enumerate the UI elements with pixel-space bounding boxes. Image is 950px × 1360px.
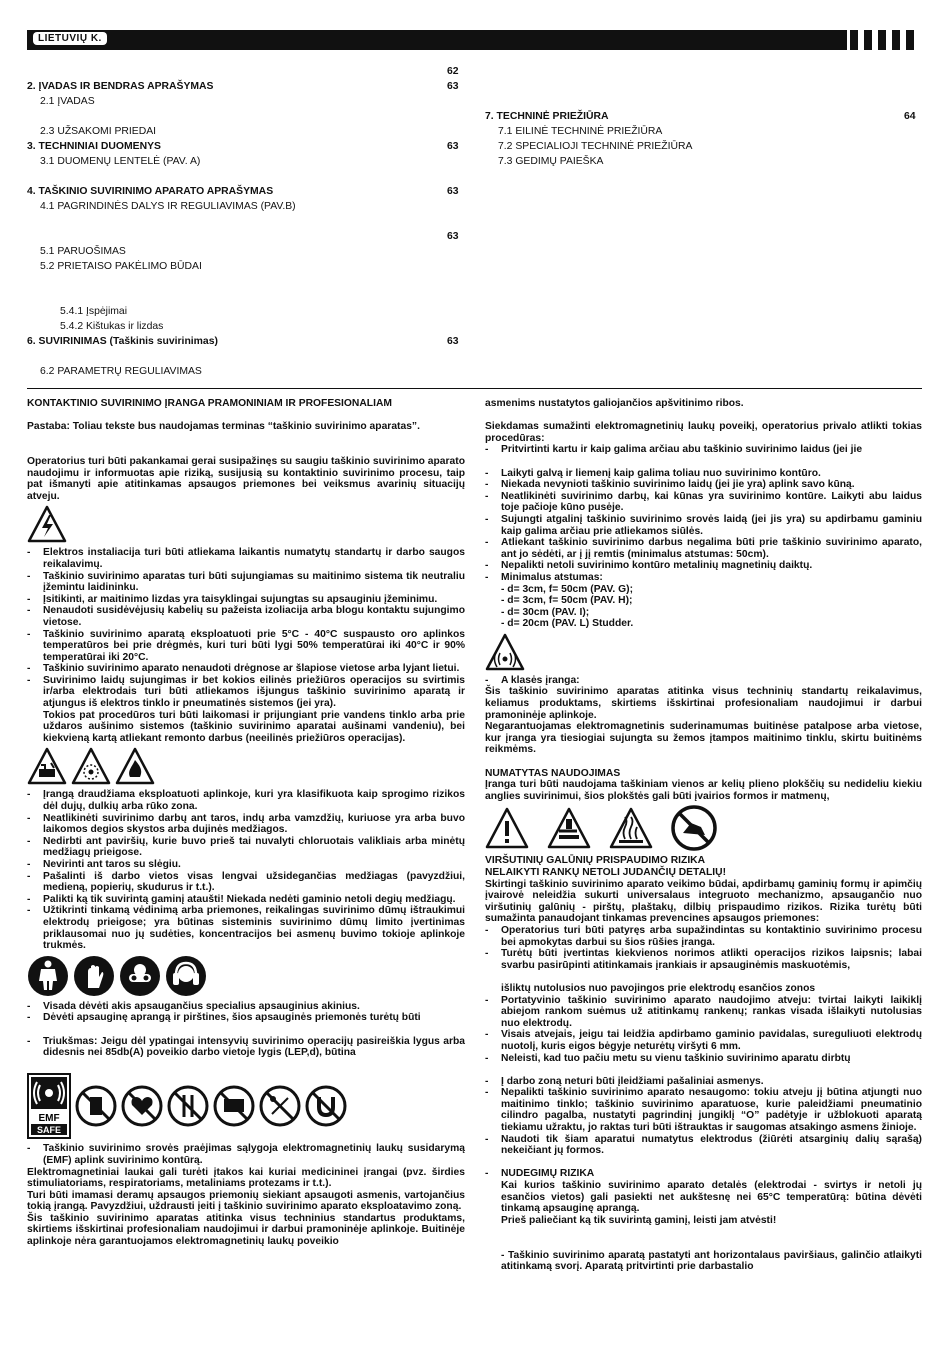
bullet-item: - Taškinio suvirinimo srovės praėjimas sąlygoja elektromagnetinių laukų susidarymą (EMF) aplink suvirinimo kontūrą. <box>27 1143 465 1166</box>
paragraph: - d= 3cm, f= 50cm (PAV. H); <box>501 595 633 607</box>
toc-row <box>27 154 462 169</box>
toc-page-number: 63 <box>447 81 459 92</box>
no-metal-implants-icon <box>75 1085 117 1127</box>
table-of-contents-left <box>27 64 462 379</box>
paragraph: - d= 3cm, f= 50cm (PAV. G); <box>501 583 633 595</box>
paragraph: Šis taškinio suvirinimo aparatas atitinka visus techninius standartus produktams, skirtiems išskirtinai profesionaliam naudojimui ir darbui pramoninėje aplinkoje. Buitinėje aplinkoje nėra garantuojamos elektromagnetinių laukų poveikio <box>27 1212 465 1248</box>
toc-entry: 5.4.2 Kištukas ir lizdas <box>60 321 164 332</box>
toc-entry: 7. TECHNINĖ PRIEŽIŪRA <box>485 111 609 122</box>
spacer <box>485 1157 922 1169</box>
spacer <box>485 1064 922 1076</box>
bullet-item: - Taškinio suvirinimo aparatas turi būti sujungiamas su maitinimo sistema tik neutraliu įžemintu laidininku. <box>27 571 465 594</box>
bullet-item: - Atliekant taškinio suvirinimo darbus negalima būti prie taškinio suvirinimo aparato, ant jo sėdėti, ar į jį remtis (minimalus atstumas: 50cm). <box>485 537 922 560</box>
bullet-item: - Laikyti galvą ir liemenį kaip galima toliau nuo suvirinimo kontūro. <box>485 468 922 480</box>
protective-clothing-icon <box>27 955 69 997</box>
toc-entry: 2.3 UŽSAKOMI PRIEDAI <box>40 126 157 137</box>
bullet-item: - Nenaudoti susidėvėjusių kabelių su pažeista izoliacija arba blogu kontaktu sujungimo vietose. <box>27 605 465 628</box>
toc-entry: 4. TAŠKINIO SUVIRINIMO APARATO APRAŠYMAS <box>27 186 274 197</box>
bullet-item: - A klasės įranga: <box>485 675 922 687</box>
bullet-item: - Operatorius turi būti patyręs arba supažindintas su kontaktinio suvirinimo procesu bei apmokytas darbui su šios rūšies įranga. <box>485 925 922 948</box>
paragraph: išliktų nutolusios nuo pavojingos prie elektrodų esančios zonos <box>501 982 816 994</box>
paragraph: Siekdamas sumažinti elektromagnetinių laukų poveikį, operatorius privalo atlikti tokias procedūras: <box>485 421 922 444</box>
svg-text:EMF: EMF <box>38 1113 60 1125</box>
spacer <box>27 433 465 445</box>
spacer <box>485 1226 922 1238</box>
bullet-item: - Pašalinti iš darbo vietos visas lengvai užsidegančias medžiagas (pavyzdžiui, medieną, popierių, skudurus ir t.t.). <box>27 871 465 894</box>
toc-page-number: 63 <box>447 141 459 152</box>
no-hand-insertion-icon <box>671 805 717 851</box>
toc-entry: 3. TECHNINIAI DUOMENYS <box>27 141 161 152</box>
toc-entry: 6. SUVIRINIMAS (Taškinis suvirinimas) <box>27 336 218 347</box>
toc-entry: 3.1 DUOMENŲ LENTELĖ (PAV. A) <box>40 156 201 167</box>
spacer <box>27 1024 465 1036</box>
no-magnetic-objects-icon <box>305 1085 347 1127</box>
toc-row <box>27 364 462 379</box>
toc-row <box>27 109 462 124</box>
bullet-item: - Nevirinti ant taros su slėgiu. <box>27 859 465 871</box>
bullet-item: - Nedirbti ant paviršių, kurie buvo prieš tai nuvalyti chloruotais valikliais arba minėtų medžiagų prieigose. <box>27 836 465 859</box>
spacer <box>27 444 465 456</box>
emf-safe-logo-icon <box>27 1073 71 1139</box>
toc-entry: 5.1 PARUOŠIMAS <box>40 246 126 257</box>
spacer <box>485 756 922 768</box>
language-label: LIETUVIŲ K. <box>33 32 107 45</box>
paragraph: Pastaba: Toliau tekste bus naudojamas terminas “taškinio suvirinimo aparatas”. <box>27 421 420 433</box>
paragraph: Elektromagnetiniai laukai gali turėti įtakos kai kuriai medicininei įrangai (pvz. širdies stimuliatoriams, respiratoriams, metaliniams protezams ir t.t.). <box>27 1166 465 1190</box>
toc-entry: 2. ĮVADAS IR BENDRAS APRAŠYMAS <box>27 81 214 92</box>
bullet-item: - Niekada nevynioti taškinio suvirinimo laidų (jei jie yra) aplink savo kūną. <box>485 479 922 491</box>
toc-row <box>27 289 462 304</box>
bullet-item: - Į darbo zoną neturi būti įleidžiami pašaliniai asmenys. <box>485 1076 922 1088</box>
toc-entry: 7.3 GEDIMŲ PAIEŠKA <box>498 156 604 167</box>
spacer <box>485 410 922 422</box>
toc-row <box>27 274 462 289</box>
spacer <box>27 410 465 422</box>
safety-symbols-row <box>485 633 922 671</box>
toc-page-number: 64 <box>904 111 916 122</box>
safety-symbols-row <box>27 505 465 543</box>
toc-page-number: 63 <box>447 186 459 197</box>
bullet-item: - NUDEGIMŲ RIZIKA <box>485 1168 922 1180</box>
toc-page-number: 63 <box>447 336 459 347</box>
paragraph: Skirtingi taškinio suvirinimo aparato veikimo būdai, apdirbamų gaminių formų ir apimčių įvairovė neleidžia sukurti universalaus integruoto mechanizmo, apsaugančio nuo viršutinių galūnių - pirštų, plaštakų, dilbių prispaudimo rizikos. Rizika turėtų būti sumažinta panaudojant tinkamas prevencines apsaugos priemones: <box>485 878 922 925</box>
spacer <box>485 456 922 468</box>
bullet-item: - Įrangą draudžiama eksploatuoti aplinkoje, kuri yra klasifikuota kaip sprogimo rizikos dėl dujų, dulkių arba rūko zona. <box>27 789 465 812</box>
bullet-item: - Užtikrinti tinkamą vėdinimą arba priemones, reikalingas suvirinimo dūmų ištraukimui elektrodų prieigose; yra būtinas sisteminis suvirinimo dūmų limito įvertinimas priklausomai nuo jų sudėties, koncentracijos bei asmenų buvimo tokioje aplinkoje trukmės. <box>27 905 465 951</box>
toc-row <box>27 334 462 349</box>
spacer <box>485 1238 922 1250</box>
bullet-item: - Portatyvinio taškinio suvirinimo aparato naudojimo atveju: tvirtai laikyti laikiklį abiejom rankom suėmus už atitinkamų rankenų; rankas visada išlaikyti nutolusias nuo elektrodų. <box>485 995 922 1030</box>
bullet-item: - Pritvirtinti kartu ir kaip galima arčiau abu taškinio suvirinimo laidus (jei jie <box>485 444 922 456</box>
paragraph: Negarantuojamas elektromagnetinis suderinamumas buitinėse patalpose arba vietose, kur įranga yra tiesiogiai sujungta su žemos įtampos maitinimo tinklu, skirtu buitinėms reikmėms. <box>485 721 922 756</box>
general-warning-icon <box>485 807 529 849</box>
paragraph: Tokios pat procedūros turi būti laikomasi ir prijungiant prie vandens tinklo arba prie uždaros aušinimo sistemos (taškinio suvirinimo aparatai aušinami vandeniu), bei kiekvieną kartą atliekant remonto darbus (neeilinės priežiūros operacijas). <box>43 709 465 744</box>
no-watches-cards-icon <box>213 1085 255 1127</box>
safety-symbols-row <box>485 805 922 851</box>
paragraph: - Taškinio suvirinimo aparatą pastatyti ant horizontalaus paviršiaus, galinčio atlaikyti atitinkamą svorį. Aparatą pritvirtinti prie darbastalio <box>501 1249 922 1273</box>
left-column <box>27 398 465 1248</box>
toc-entry: 7.2 SPECIALIOJI TECHNINĖ PRIEŽIŪRA <box>498 141 693 152</box>
toc-row <box>27 304 462 319</box>
paragraph: Įranga turi būti naudojama taškiniam vienos ar kelių plieno plokščių su nedideliu kiekiu anglies suvirinimui, šios plokštės gali būti įvairios formos ir matmenų, <box>485 779 922 802</box>
bullet-item: - Neatlikinėti suvirinimo darbų, kai kūnas yra suvirinimo kontūre. Laikyti abu laidus toje pačioje kūno pusėje. <box>485 491 922 514</box>
bullet-item: - Sujungti atgalinį taškinio suvirinimo srovės laidą (jei jis yra) su apdirbamu gaminiu kaip galima arčiau prie atliekamos siūlės. <box>485 514 922 537</box>
toc-entry: 7.1 EILINĖ TECHNINĖ PRIEŽIŪRA <box>498 126 663 137</box>
bullet-item: - Taškinio suvirinimo aparatą eksploatuoti prie 5°C - 40°C suspausto oro aplinkos temperatūros bei prie drėgmės, kuri turi būti lygi 50% temperatūrai iki 40°C ir 90% temperatūrai iki 20°C. <box>27 629 465 664</box>
safety-goggles-icon <box>119 955 161 997</box>
toc-row <box>485 109 917 124</box>
protective-gloves-icon <box>73 955 115 997</box>
bullet-item: - Nepalikti taškinio suvirinimo aparato nesaugomo: tokiu atveju jį būtina atjungti nuo maitinimo tinklo; taškinio suvirinimo aparatuose, kurie paleidžiami pneumatinio cilindro pagalba, nustatyti pagrindinį jungiklį “O” padėtyje ir užblokuoti aparatą tiekiamu užraktu, jo raktas turi būti ištrauktas ir saugomas atsakingo asmens žinioje. <box>485 1087 922 1133</box>
hot-surface-warning-icon <box>609 807 653 849</box>
section-divider <box>27 388 922 389</box>
bullet-item: - Nepalikti netoli suvirinimo kontūro metalinių magnetinių daiktų. <box>485 560 922 572</box>
no-metal-tools-icon <box>259 1085 301 1127</box>
toc-row <box>27 214 462 229</box>
bullet-item: - Neatlikinėti suvirinimo darbų ant taros, indų arba vamzdžių, kuriuose yra arba buvo laikomos degios skystos arba dujinės medžiagos. <box>27 813 465 836</box>
toc-row <box>27 124 462 139</box>
toc-row <box>27 229 462 244</box>
toc-row <box>485 124 917 139</box>
paragraph: Turi būti imamasi deramų apsaugos priemonių siekiant apsaugoti asmenis, vartojančius tokią įrangą. Pavyzdžiui, uždrausti įeiti į taškinio suvirinimo aparato eksploatavimo zoną. <box>27 1189 465 1213</box>
svg-text:SAFE: SAFE <box>36 1125 62 1136</box>
paragraph: NELAIKYTI RANKŲ NETOLI JUDANČIŲ DETALIŲ! <box>485 867 727 878</box>
toc-row <box>27 199 462 214</box>
bullet-item: - Minimalus atstumas: <box>485 572 922 584</box>
toc-row <box>27 319 462 334</box>
bullet-item: - Elektros instaliacija turi būti atliekama laikantis numatytų standartų ir darbo saugos reikalavimų. <box>27 547 465 570</box>
spacer <box>27 1059 465 1071</box>
toc-entry: 2.1 ĮVADAS <box>40 96 95 107</box>
toc-row <box>27 94 462 109</box>
toc-row <box>485 154 917 169</box>
paragraph: asmenims nustatytos galiojančios apšvitinimo ribos. <box>485 398 744 409</box>
bullet-item: - Visada dėvėti akis apsaugančius specialius apsauginius akinius. <box>27 1001 465 1013</box>
ear-protection-icon <box>165 955 207 997</box>
toc-row <box>27 349 462 364</box>
bullet-item: - Suvirinimo laidų sujungimas ir bet kokios eilinės priežiūros operacijos su svirtimis ir/arba elektrodais turi būti atliekamos išjungus taškinio suvirinimo aparatą ir atjungus iš elektros tinklo ir pneumatinės sistemos (jei yra). <box>27 675 465 710</box>
table-of-contents-right <box>485 109 917 169</box>
paragraph: VIRŠUTINIŲ GALŪNIŲ PRISPAUDIMO RIZIKA <box>485 855 706 867</box>
toc-row <box>485 139 917 154</box>
safety-symbols-row <box>27 747 465 785</box>
safety-symbols-row <box>27 1073 465 1139</box>
toc-entry: 5.4.1 Įspėjimai <box>60 306 127 317</box>
toc-row <box>27 184 462 199</box>
spacer <box>485 971 922 983</box>
toc-row <box>27 139 462 154</box>
toc-row <box>27 64 462 79</box>
bullet-item: - Visais atvejais, jeigu tai leidžia apdirbamo gaminio pavidalas, sureguliuoti elektrodų nuotolį, kuris eigos bėgyje neturėtų viršyti 6 mm. <box>485 1029 922 1052</box>
header-bar <box>27 30 847 50</box>
toc-entry: 4.1 PAGRINDINĖS DALYS IR REGULIAVIMAS (PAV.B) <box>40 201 296 212</box>
toc-row <box>27 79 462 94</box>
electric-shock-warning-icon <box>27 505 67 543</box>
paragraph: NUMATYTAS NAUDOJIMAS <box>485 767 621 779</box>
fire-warning-icon <box>115 747 155 785</box>
bullet-item: - Įsitikinti, ar maitinimo lizdas yra taisyklingai sujungtas su apsauginiu įžeminimu. <box>27 594 465 606</box>
paragraph: Šis taškinio suvirinimo aparatas atitinka visus techninių standartų reikalavimus, keliamus produktams, skirtiems išskirtinai profesionaliam naudojimui ir darbui pramoninėje aplinkoje. <box>485 686 922 721</box>
bullet-item: - Neleisti, kad tuo pačiu metu su vienu taškinio suvirinimo aparatu dirbtų <box>485 1053 922 1065</box>
bullet-item: - Triukšmas: Jeigu dėl ypatingai intensyvių suvirinimo operacijų pasireiškia lygus arba didesnis nei 85db(A) poveikio darbo vietoje lygis (LEP,d), būtina <box>27 1036 465 1059</box>
radiation-warning-icon <box>485 633 525 671</box>
bullet-item: - Palikti ką tik suvirintą gaminį ataušti! Niekada nedėti gaminio netoli degių medžiagų. <box>27 894 465 906</box>
toc-entry: 6.2 PARAMETRŲ REGULIAVIMAS <box>40 366 202 377</box>
paragraph: KONTAKTINIO SUVIRINIMO ĮRANGA PRAMONINIAM IR PROFESIONALIAM <box>27 398 392 409</box>
bullet-item: - Turėtų būti įvertintas kiekvienos norimos atlikti operacijos rizikos laipsnis; labai svarbu pasirūpinti atitinkamais įrankiais ir apsauginėmis maskuotėmis, <box>485 948 922 971</box>
corrosive-warning-icon <box>27 747 67 785</box>
toc-row <box>27 169 462 184</box>
no-prosthesis-icon <box>167 1085 209 1127</box>
explosion-warning-icon <box>71 747 111 785</box>
paragraph: - d= 30cm (PAV. I); <box>501 606 590 618</box>
toc-page-number: 62 <box>447 66 459 77</box>
paragraph: Prieš paliečiant ką tik suvirintą gaminį, leisti jam atvėsti! <box>501 1214 777 1226</box>
bullet-item: - Naudoti tik šiam aparatui numatytus elektrodus (žiūrėti atsarginių dalių sąrašą) nekeičiant jų formos. <box>485 1134 922 1157</box>
bullet-item: - Taškinio suvirinimo aparato nenaudoti drėgnose ar šlapiose vietose arba lyjant lietui. <box>27 663 465 675</box>
toc-entry: 5.2 PRIETAISO PAKĖLIMO BŪDAI <box>40 261 202 272</box>
right-column <box>485 398 922 1273</box>
paragraph: - d= 20cm (PAV. L) Studder. <box>501 618 634 630</box>
no-pacemaker-icon <box>121 1085 163 1127</box>
hand-crush-warning-icon <box>547 807 591 849</box>
toc-row <box>27 259 462 274</box>
toc-row <box>27 244 462 259</box>
bullet-item: - Dėvėti apsauginę aprangą ir pirštines, šios apsauginės priemonės turėtų būti <box>27 1012 465 1024</box>
paragraph: Kai kurios taškinio suvirinimo aparato detalės (elektrodai - svirtys ir netoli jų esančios vietos) gali pasiekti net aukštesnę nei 65°C temperatūrą: būtina dėvėti tinkamą apsauginę aprangą. <box>501 1180 922 1215</box>
safety-symbols-row <box>27 955 465 997</box>
toc-page-number: 63 <box>447 231 459 242</box>
paragraph: Operatorius turi būti pakankamai gerai susipažinęs su saugiu taškinio suvirinimo aparato naudojimu ir informuotas apie riziką, susijusią su kontaktinio suvirinimo procesu, taip pat išmanyti apie atitinkamas apsaugos priemones bei veiksmus avarinių situacijų atveju. <box>27 455 465 502</box>
